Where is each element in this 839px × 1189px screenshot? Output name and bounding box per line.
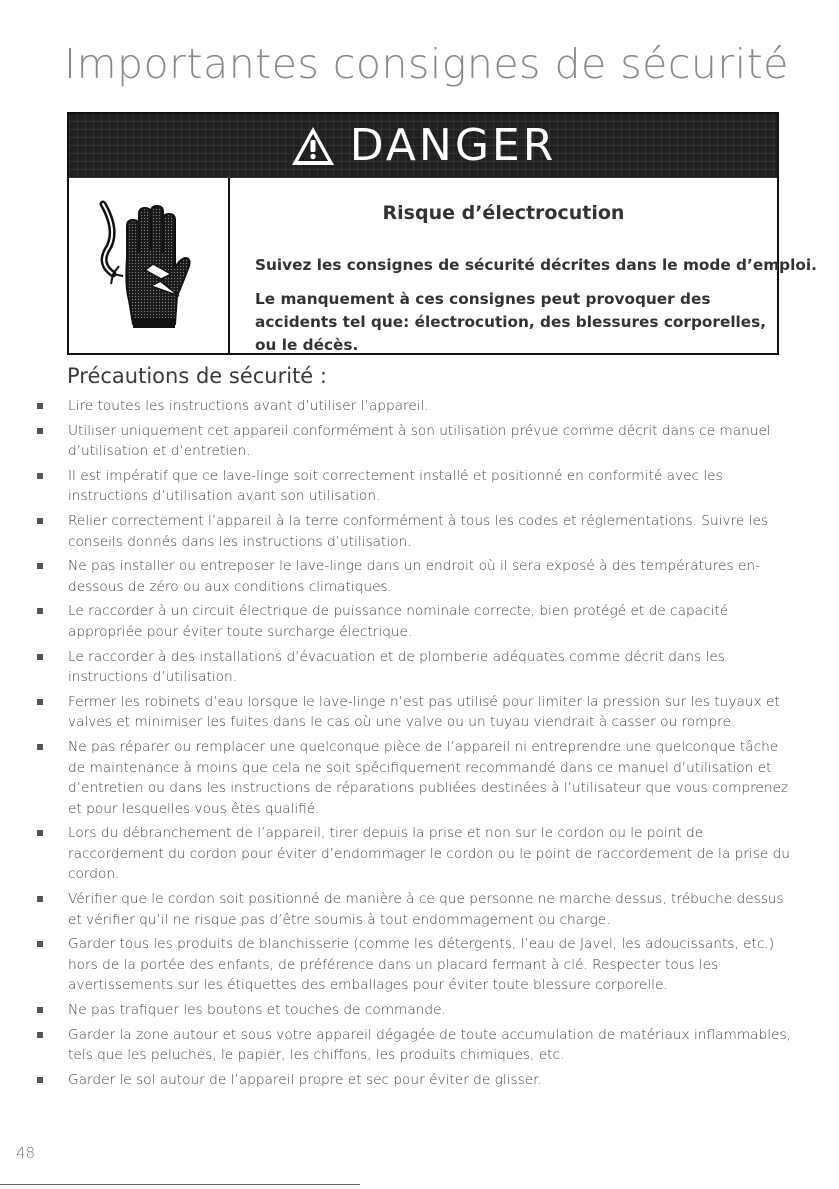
list-item	[68, 934, 792, 996]
danger-instruction: Suivez les consignes de sécurité décrites dans le mode d’emploi.	[255, 256, 817, 274]
list-item-text: Fermer les robinets d’eau lorsque le lave-linge n’est pas utilisé pour limiter la pression sur les tuyaux et valves et minimiser les fuites dans le cas où une valve ou un tuyau viendrait à casser ou rompre.	[68, 693, 780, 731]
list-item-text: Le raccorder à des installations d’évacuation et de plomberie adéquates comme décrit dans les instructions d’utilisation.	[68, 648, 725, 686]
bullet-icon	[37, 699, 43, 705]
list-item	[68, 1000, 792, 1021]
list-item	[68, 737, 792, 819]
bullet-icon	[37, 608, 43, 614]
list-item	[68, 647, 792, 688]
danger-title: DANGER	[349, 120, 557, 171]
list-item-text: Il est impératif que ce lave-linge soit correctement installé et positionné en conformité avec les instructions d’utilisation avant son utilisation.	[68, 467, 723, 505]
bullet-icon	[37, 941, 43, 947]
list-item-text: Lors du débranchement de l’appareil, tirer depuis la prise et non sur le cordon ou le point de raccordement du cordon pour éviter d’endommager le cordon ou le point de raccordement de la prise du cordon.	[68, 825, 790, 883]
page-number: 48	[16, 1144, 36, 1162]
danger-header	[69, 114, 777, 178]
list-item	[68, 889, 792, 930]
list-item-text: Ne pas trafiquer les boutons et touches de commande.	[68, 1002, 446, 1019]
list-item	[68, 466, 792, 507]
precautions-list	[68, 396, 792, 1094]
list-item-text: Ne pas réparer ou remplacer une quelconque pièce de l’appareil ni entreprendre une quelconque tâche de maintenance à moins que cela ne soit spécifiquement recommandé dans ce manuel d’utilisation et d’entretien ou dans les instructions de réparations publiées destinées à l’utilisateur que vous comprenez et pour lesquelles vous êtes qualifié.	[68, 738, 789, 817]
bullet-icon	[37, 654, 43, 660]
list-item	[68, 692, 792, 733]
list-item-text: Garder le sol autour de l’appareil propre et sec pour éviter de glisser.	[68, 1071, 542, 1088]
list-item-text: Garder la zone autour et sous votre appareil dégagée de toute accumulation de matériaux inflammables, tels que les peluches, le papier, les chiffons, les produits chimiques, etc.	[68, 1026, 791, 1064]
list-item	[68, 421, 792, 462]
list-item-text: Relier correctement l’appareil à la terre conformément à tous les codes et réglementations. Suivre les conseils donnés dans les instructions d’utilisation.	[68, 512, 769, 550]
precautions-heading: Précautions de sécurité :	[67, 364, 327, 388]
bullet-icon	[37, 563, 43, 569]
danger-text-area	[230, 178, 817, 354]
danger-warning-box	[67, 112, 817, 355]
list-item	[68, 396, 792, 417]
list-item	[68, 511, 792, 552]
bullet-icon	[37, 896, 43, 902]
bullet-icon	[37, 1077, 43, 1083]
bullet-icon	[37, 744, 43, 750]
bullet-icon	[37, 473, 43, 479]
list-item-text: Utiliser uniquement cet appareil conformément à son utilisation prévue comme décrit dans ce manuel d’utilisation et d’entretien.	[68, 422, 771, 460]
list-item-text: Vérifier que le cordon soit positionné de manière à ce que personne ne marche dessus, trébuche dessus et vérifier qu’il ne risque pas d’être soumis à tout endommagement ou charge.	[68, 891, 784, 928]
bullet-icon	[37, 428, 43, 434]
list-item	[68, 1025, 792, 1066]
list-item	[68, 601, 792, 642]
bullet-icon	[37, 1007, 43, 1013]
list-item-text: Garder tous les produits de blanchisserie (comme les détergents, l’eau de Javel, les adoucissants, etc.) hors de la portée des enfants, de préférence dans un placard fermant à clé. Respecter tous les avertissements sur les étiquettes des emballages pour éviter toute blessure corporelle.	[68, 936, 775, 994]
hazard-triangle-icon	[290, 125, 336, 167]
bullet-icon	[37, 1032, 43, 1038]
shock-hand-icon	[89, 196, 209, 336]
list-item	[68, 556, 792, 597]
hand-panel	[69, 178, 230, 353]
list-item	[68, 823, 792, 885]
list-item-text: Ne pas installer ou entreposer le lave-linge dans un endroit où il sera exposé à des températures en-dessous de zéro ou aux conditions climatiques.	[68, 558, 760, 595]
bullet-icon	[37, 403, 43, 409]
page-title: Importantes consignes de sécurité	[64, 40, 789, 88]
footer-divider	[0, 1184, 360, 1185]
list-item	[68, 1070, 792, 1091]
bullet-icon	[37, 830, 43, 836]
list-item-text: Lire toutes les instructions avant d’utiliser l’appareil.	[68, 398, 429, 414]
danger-consequence: Le manquement à ces consignes peut provoquer des accidents tel que: électrocution, des blessures corporelles, ou le décès.	[255, 290, 767, 354]
bullet-icon	[37, 518, 43, 524]
list-item-text: Le raccorder à un circuit électrique de puissance nominale correcte, bien protégé et de capacité appropriée pour éviter toute surcharge électrique.	[68, 603, 729, 640]
risk-title: Risque d’électrocution	[382, 202, 625, 224]
